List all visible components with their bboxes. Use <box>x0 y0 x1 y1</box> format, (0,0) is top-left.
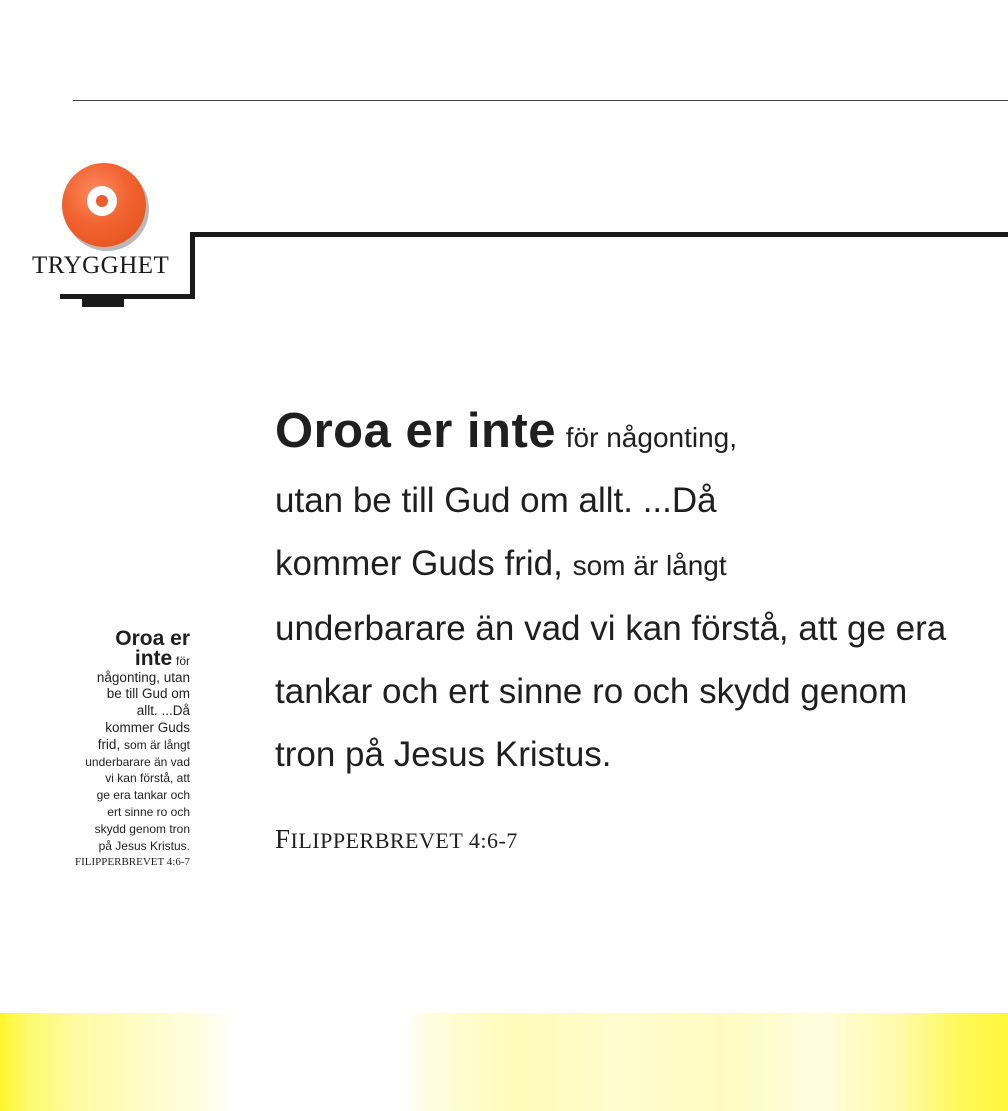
mini-verse-line <box>20 821 190 838</box>
mini-verse-small: ge era tankar och <box>96 788 190 803</box>
mini-verse-small: skydd genom tron <box>94 821 190 836</box>
verse-line <box>275 532 995 597</box>
mini-verse-line <box>20 703 190 720</box>
mini-verse-emphasis: inte <box>134 646 173 670</box>
mini-verse-text: allt. ...Då <box>136 703 190 719</box>
mini-verse-text: någonting, utan <box>96 669 190 685</box>
header-bracket-tab <box>82 299 124 307</box>
decorative-yellow-band <box>0 1013 1008 1111</box>
badge-center-dot <box>96 195 108 207</box>
target-badge-icon <box>62 163 146 247</box>
mini-verse-small: vi kan förstå, att <box>105 771 190 786</box>
verse-text: kommer Guds frid, <box>275 544 563 583</box>
mini-verse-small: underbarare än vad <box>85 754 190 769</box>
mini-verse-line <box>20 838 190 855</box>
mini-verse-small: på Jesus Kristus. <box>98 838 190 853</box>
header-bracket-side <box>190 232 195 299</box>
mini-verse-small: som är långt <box>123 737 190 752</box>
mini-verse-line <box>20 770 190 787</box>
header-bracket-bottom <box>60 294 195 299</box>
mini-verse-line <box>20 720 190 737</box>
mini-verse-small: ert sinne ro och <box>107 804 190 819</box>
mini-verse-line <box>20 737 190 754</box>
mini-verse-line <box>20 804 190 821</box>
mini-verse-small: för <box>175 653 190 668</box>
category-label: TRYGGHET <box>32 252 170 279</box>
mini-verse-text: be till Gud om <box>106 686 190 702</box>
mini-verse-line <box>20 787 190 804</box>
verse-text: tron på Jesus Kristus. <box>275 735 612 774</box>
verse-line <box>275 597 995 660</box>
verse-line <box>275 723 995 786</box>
verse-text: tankar och ert sinne ro och skydd genom <box>275 672 908 711</box>
mini-verse-line <box>20 686 190 703</box>
top-divider <box>73 100 1008 101</box>
reference-initial: F <box>275 824 291 854</box>
verse-text: underbarare än vad vi kan förstå, att ge era <box>275 609 947 648</box>
mini-verse-line <box>20 646 190 670</box>
mini-verse-text: frid, <box>97 736 121 752</box>
reference-rest: ILIPPERBREVET 4:6-7 <box>290 828 518 853</box>
mini-verse-emphasis: Oroa er <box>115 627 190 650</box>
verse-text: utan be till Gud om allt. ...Då <box>275 481 717 520</box>
main-verse <box>275 400 995 786</box>
verse-line <box>275 660 995 723</box>
verse-small-text: för någonting, <box>565 422 738 453</box>
mini-verse-text: kommer Guds <box>105 719 190 735</box>
verse-line <box>275 469 995 532</box>
verse-line <box>275 400 995 469</box>
mini-verse-line <box>20 754 190 771</box>
verse-reference <box>275 824 518 855</box>
mini-verse <box>20 627 190 870</box>
verse-small-text: som är långt <box>572 550 727 581</box>
mini-verse-reference: FILIPPERBREVET 4:6-7 <box>74 856 190 869</box>
verse-emphasis: Oroa er inte <box>275 404 557 458</box>
mini-verse-line <box>20 670 190 687</box>
header-bracket-top <box>193 232 1008 237</box>
